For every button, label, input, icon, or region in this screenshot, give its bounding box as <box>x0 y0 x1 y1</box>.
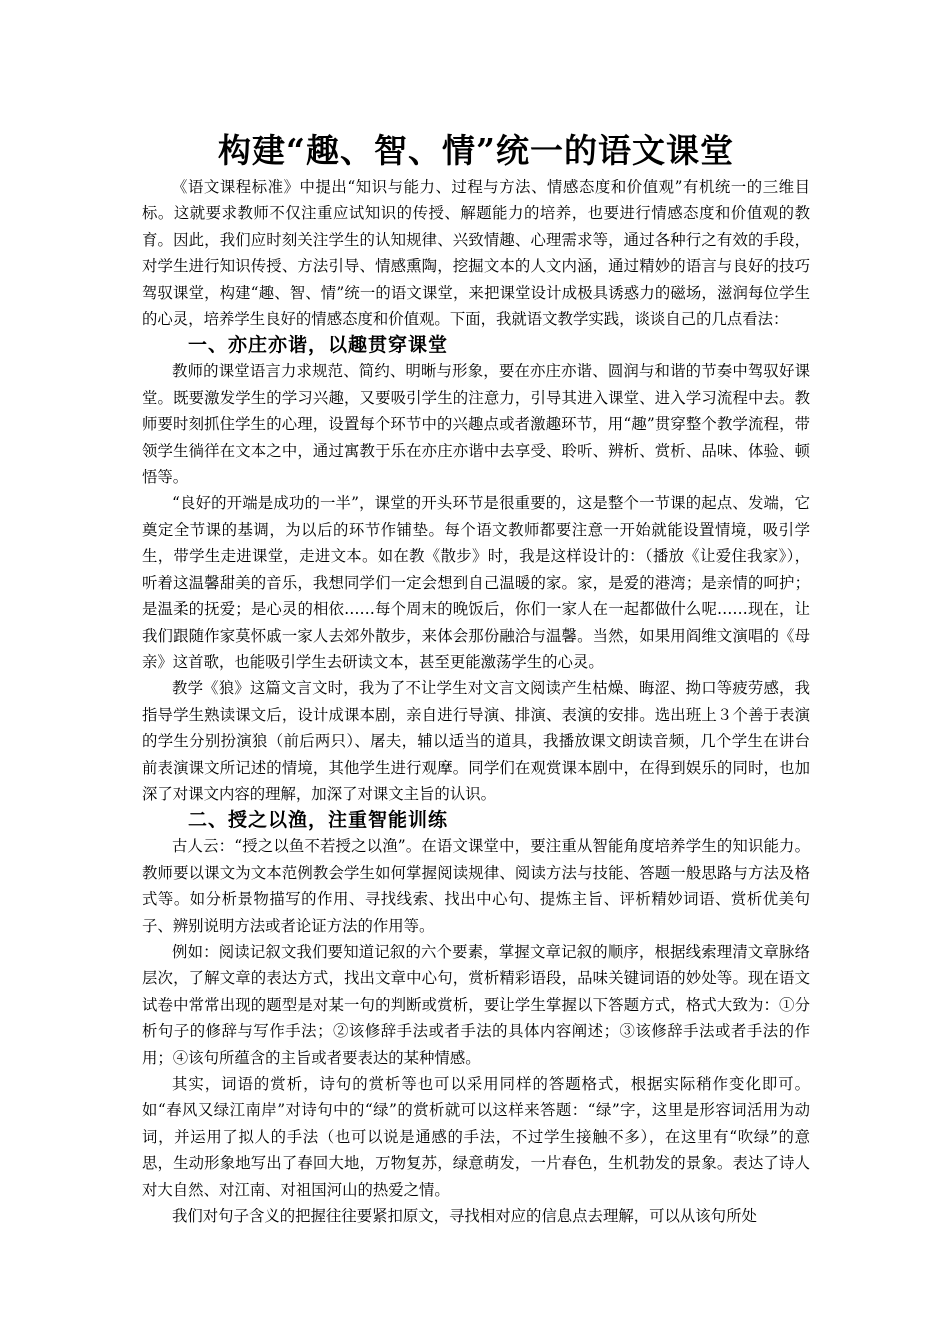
document-title: 构建“趣、智、情”统一的语文课堂 <box>218 131 734 170</box>
paragraph-word-appreciation: 其实，词语的赏析，诗句的赏析等也可以采用同样的答题格式，根据实际稍作变化即可。如“春风又绿江南岸”对诗句中的“绿”的赏析就可以这样来答题：“绿”字，这里是形容词活用为动词，并运用了拟人的手法（也可以说是通感的手法，不过学生接触不多），在这里有“吹绿”的意思，生动形象地写出了春回大地，万物复苏，绿意萌发，一片春色，生机勃发的景象。表达了诗人对大自然、对江南、对祖国河山的热爱之情。 <box>142 1075 810 1199</box>
paragraph-sentence-meaning: 我们对句子含义的把握往往要紧扣原文，寻找相对应的信息点去理解，可以从该句所处 <box>172 1207 757 1226</box>
paragraph-wolf-lesson: 教学《狼》这篇文言文时，我为了不让学生对文言文阅读产生枯燥、晦涩、拗口等疲劳感，我指导学生熟读课文后，设计成课本剧，亲自进行导演、排演、表演的安排。选出班上３个善于表演的学生分别扮演狼（前后两只）、屠夫，辅以适当的道具，我播放课文朗读音频，几个学生在讲台前表演课文所记述的情境，其他学生进行观摩。同学们在观赏课本剧中，在得到娱乐的同时，也加深了对课文内容的理解，加深了对课文主旨的认识。 <box>142 679 810 803</box>
paragraph-teacher-language: 教师的课堂语言力求规范、简约、明晰与形象，要在亦庄亦谐、圆润与和谐的节奏中驾驭好课堂。既要激发学生的学习兴趣，又要吸引学生的注意力，引导其进入课堂、进入学习流程中去。教师要时刻抓住学生的心理，设置每个环节中的兴趣点或者激趣环节，用“趣”贯穿整个教学流程，带领学生徜徉在文本之中，通过寓教于乐在亦庄亦谐中去享受、聆听、辨析、赏析、品味、体验、顿悟等。 <box>142 362 810 487</box>
section-heading-1: 一、亦庄亦谐，以趣贯穿课堂 <box>188 334 449 357</box>
paragraph-narrative-example: 例如：阅读记叙文我们要知道记叙的六个要素，掌握文章记叙的顺序，根据线索理清文章脉络层次，了解文章的表达方式，找出文章中心句，赏析精彩语段，品味关键词语的妙处等。现在语文试卷中常常出现的题型是对某一句的判断或赏析，要让学生掌握以下答题方式，格式大致为：①分析句子的修辞与写作手法；②该修辞手法或者手法的具体内容阐述；③该修辞手法或者手法的作用；④该句所蕴含的主旨或者要表达的某种情感。 <box>142 942 810 1067</box>
intro-paragraph: 《语文课程标准》中提出“知识与能力、过程与方法、情感态度和价值观”有机统一的三维目标。这就要求教师不仅注重应试知识的传授、解题能力的培养，也要进行情感态度和价值观的教育。因此，我们应时刻关注学生的认知规律、兴致情趣、心理需求等，通过各种行之有效的手段，对学生进行知识传授、方法引导、情感熏陶，挖掘文本的人文内涵，通过精妙的语言与良好的技巧驾驭课堂，构建“趣、智、情”统一的语文课堂，来把课堂设计成极具诱惑力的磁场，滋润每位学生的心灵，培养学生良好的情感态度和价值观。下面，我就语文教学实践，谈谈自己的几点看法： <box>142 178 810 329</box>
document-page <box>142 128 810 1229</box>
section-heading-2: 二、授之以渔，注重智能训练 <box>188 809 449 832</box>
paragraph-teach-fishing: 古人云：“授之以鱼不若授之以渔”。在语文课堂中，要注重从智能角度培养学生的知识能力。教师要以课文为文本范例教会学生如何掌握阅读规律、阅读方法与技能、答题一般思路与方法及格式等。如分析景物描写的作用、寻找线索、找出中心句、提炼主旨、评析精妙词语、赏析优美句子、辨别说明方法或者论证方法的作用等。 <box>142 837 810 935</box>
paragraph-good-start: “良好的开端是成功的一半”，课堂的开头环节是很重要的，这是整个一节课的起点、发端，它奠定全节课的基调，为以后的环节作铺垫。每个语文教师都要注意一开始就能设置情境，吸引学生，带学生走进课堂，走进文本。如在教《散步》时，我是这样设计的：（播放《让爱住我家》），听着这温馨甜美的音乐，我想同学们一定会想到自己温暖的家。家，是爱的港湾；是亲情的呵护；是温柔的抚爱；是心灵的相依……每个周末的晚饭后，你们一家人在一起都做什么呢……现在，让我们跟随作家莫怀戚一家人去郊外散步，来体会那份融洽与温馨。当然，如果用阎维文演唱的《母亲》这首歌，也能吸引学生去研读文本，甚至更能激荡学生的心灵。 <box>142 494 810 671</box>
